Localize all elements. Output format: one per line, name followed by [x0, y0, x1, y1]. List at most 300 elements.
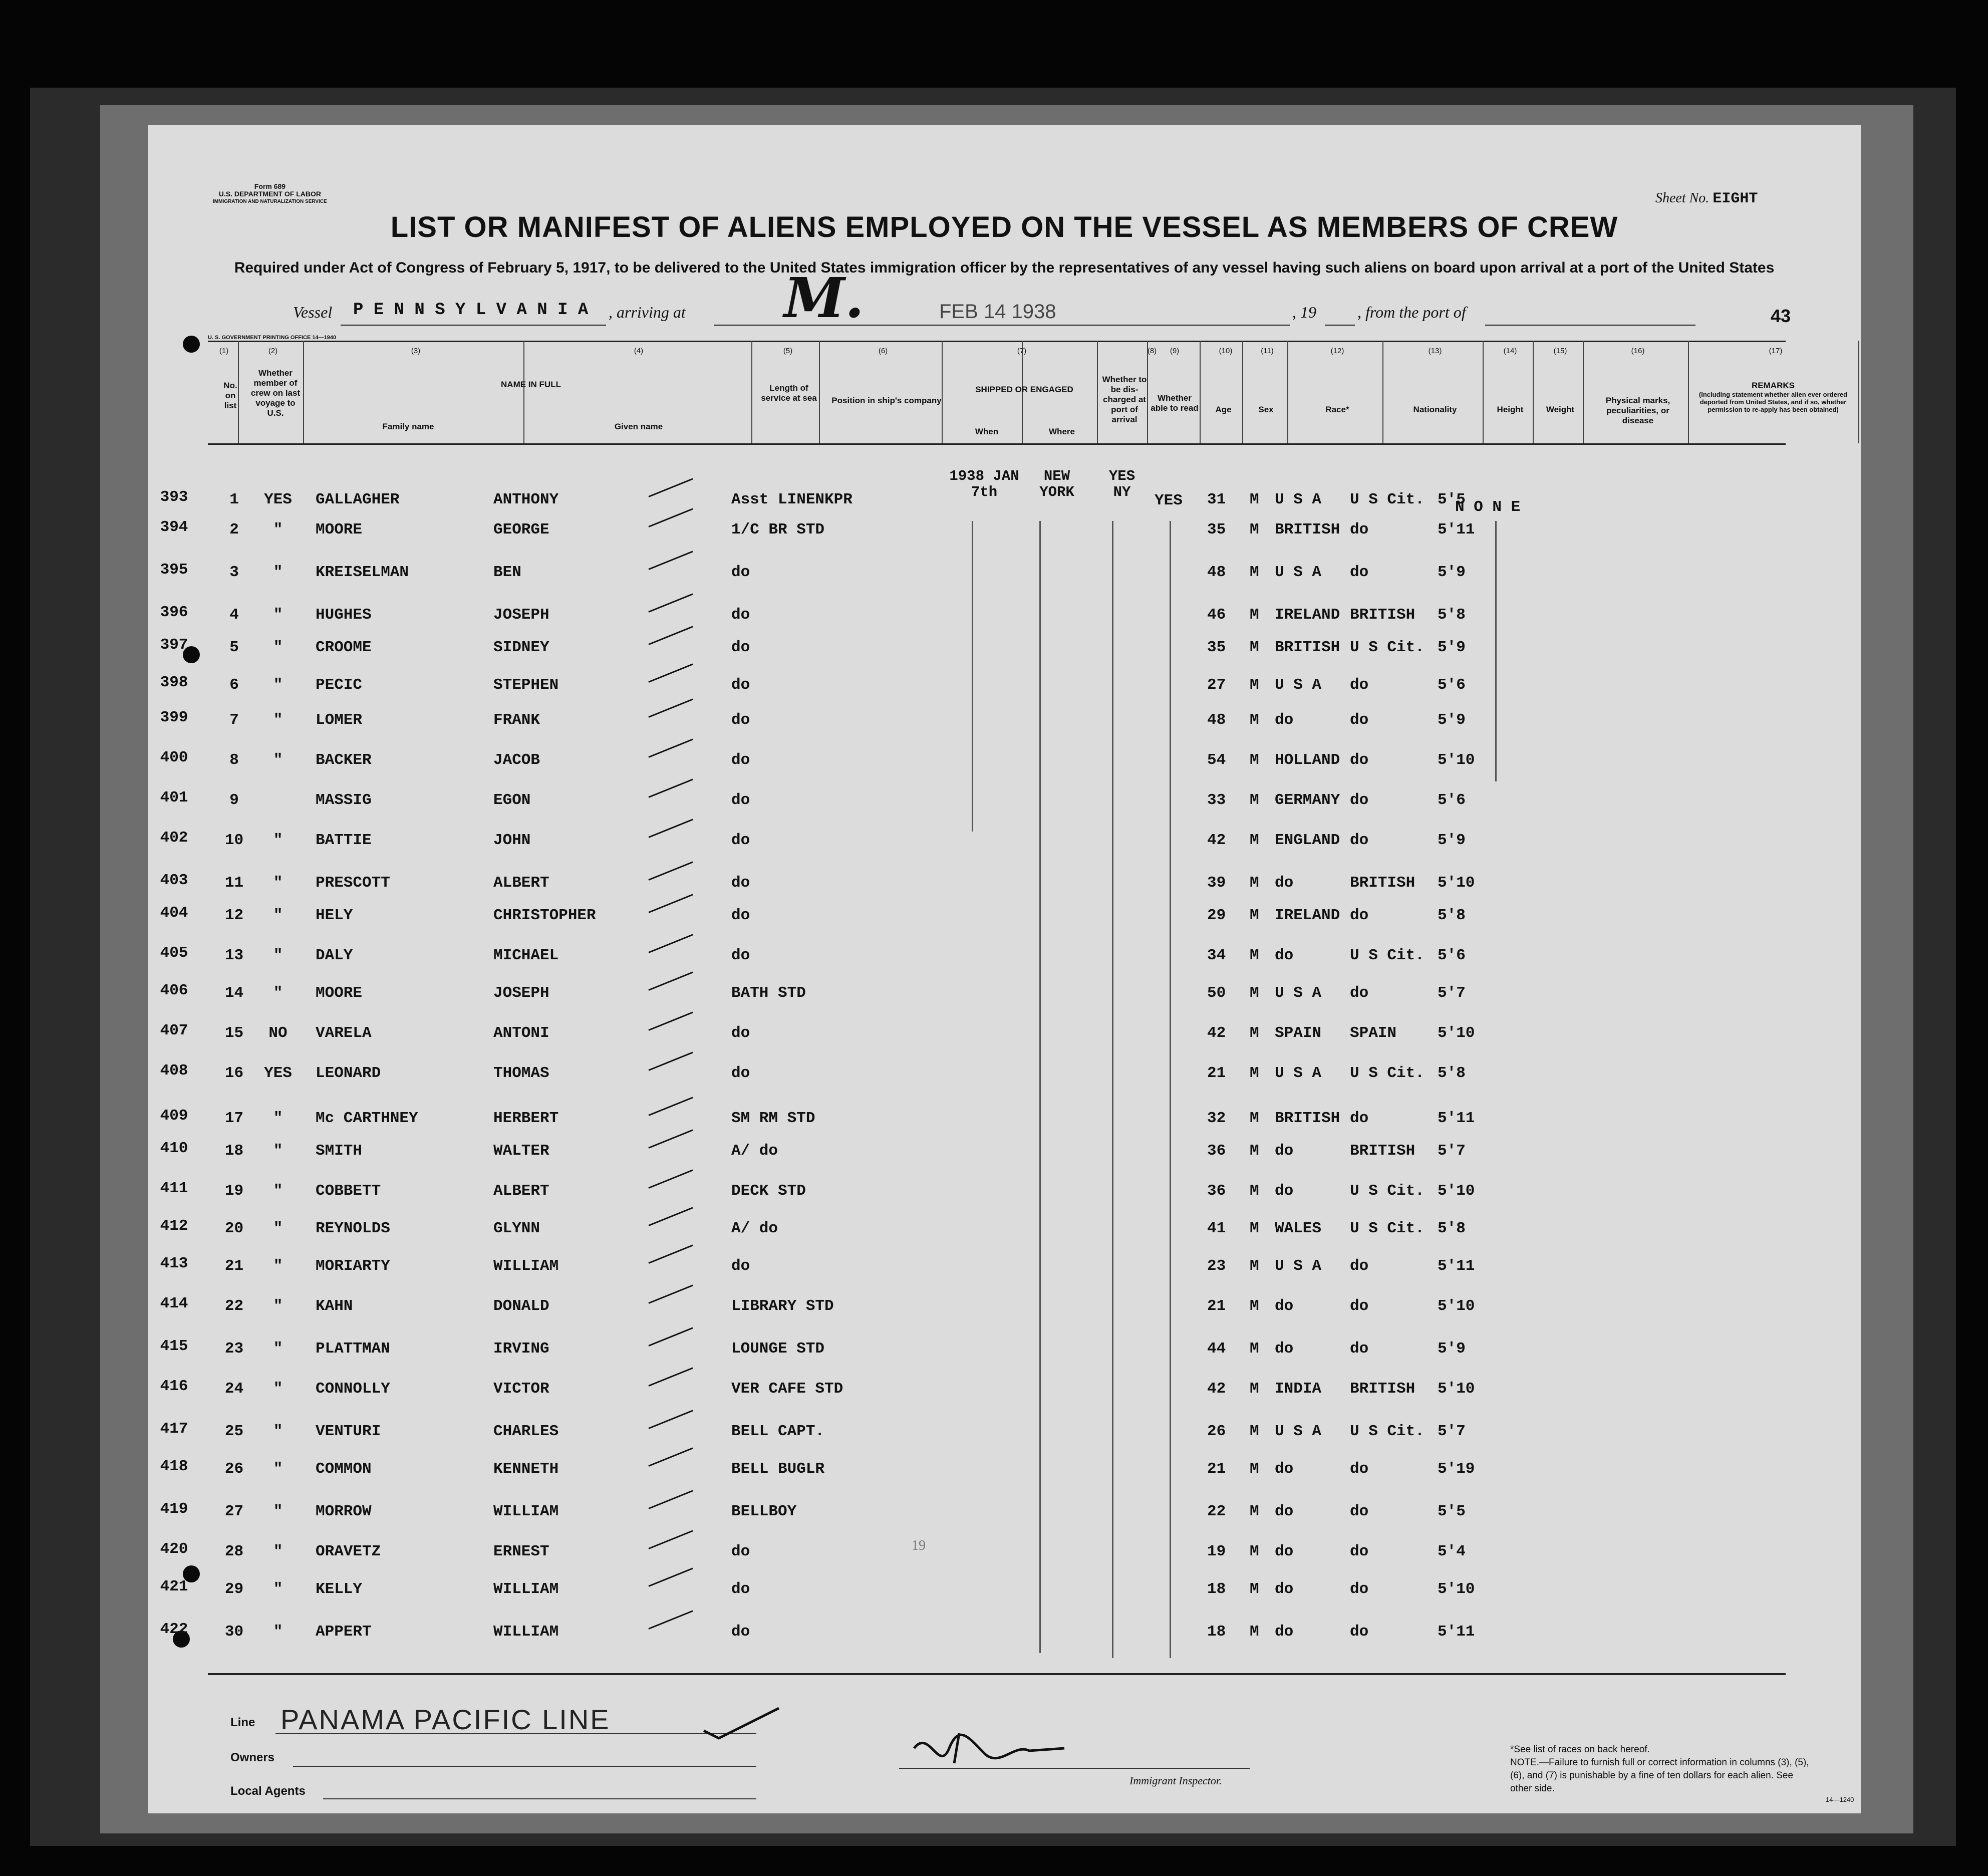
check-tick [648, 508, 693, 527]
row-member-last-voyage: " [273, 984, 283, 1002]
header-shipped: SHIPPED OR ENGAGED [975, 385, 1073, 394]
column-number: (13) [1428, 347, 1442, 355]
row-number: 9 [229, 791, 239, 809]
row-family-name: VENTURI [316, 1423, 381, 1440]
row-member-last-voyage: YES [264, 491, 292, 508]
header-name-in-full: NAME IN FULL [501, 380, 561, 389]
row-age: 50 [1207, 984, 1226, 1002]
row-member-last-voyage: " [273, 1503, 283, 1520]
row-height: 5'10 [1438, 874, 1475, 892]
row-nationality: U S Cit. [1350, 1220, 1425, 1237]
row-sex: M [1250, 491, 1259, 508]
column-divider [523, 341, 524, 443]
row-serial: 395 [160, 561, 188, 579]
header-where: Where [1049, 427, 1075, 436]
ditto-line [972, 521, 973, 832]
row-given-name: CHRISTOPHER [493, 907, 596, 924]
row-family-name: MOORE [316, 984, 363, 1002]
row-given-name: ERNEST [493, 1543, 549, 1560]
row-nationality: BRITISH [1350, 606, 1415, 624]
row-member-last-voyage: " [273, 639, 283, 656]
row-position: A/ do [731, 1142, 778, 1160]
header-family-name: Family name [382, 422, 434, 431]
row-member-last-voyage: " [273, 606, 283, 624]
row-number: 2 [229, 521, 239, 539]
column-number: (5) [783, 347, 793, 355]
row-position: do [731, 947, 750, 964]
check-mark [699, 1701, 789, 1746]
row-age: 48 [1207, 564, 1226, 581]
row-given-name: ANTHONY [493, 491, 559, 508]
row-family-name: SMITH [316, 1142, 363, 1160]
row-race: SPAIN [1275, 1024, 1322, 1042]
row-family-name: LOMER [316, 711, 363, 729]
row-sex: M [1250, 711, 1259, 729]
row-member-last-voyage: NO [268, 1024, 288, 1042]
row-position: BELLBOY [731, 1503, 797, 1520]
row-number: 19 [224, 1182, 244, 1200]
row-sex: M [1250, 1340, 1259, 1358]
row-family-name: Mc CARTHNEY [316, 1110, 418, 1127]
check-tick [648, 972, 693, 991]
column-number: (15) [1553, 347, 1567, 355]
row-given-name: ALBERT [493, 874, 549, 892]
agents-rule [323, 1798, 756, 1799]
header-nationality: Nationality [1413, 405, 1457, 414]
row-family-name: PLATTMAN [316, 1340, 390, 1358]
inspector-label: Immigrant Inspector. [1129, 1774, 1222, 1787]
row-position: do [731, 676, 750, 694]
row-age: 21 [1207, 1297, 1226, 1315]
sheet-number [1655, 190, 1758, 207]
row-family-name: COBBETT [316, 1182, 381, 1200]
row-nationality: U S Cit. [1350, 639, 1425, 656]
row-height: 5'8 [1438, 606, 1466, 624]
header-when: When [975, 427, 999, 436]
row-nationality: U S Cit. [1350, 947, 1425, 964]
row-nationality: BRITISH [1350, 1142, 1415, 1160]
row-given-name: GEORGE [493, 521, 549, 539]
row-age: 33 [1207, 791, 1226, 809]
row-age: 32 [1207, 1110, 1226, 1127]
column-divider [1382, 341, 1383, 443]
row-position: LIBRARY STD [731, 1297, 834, 1315]
row-sex: M [1250, 791, 1259, 809]
vessel-value: P E N N S Y L V A N I A [353, 301, 589, 320]
row-height: 5'7 [1438, 984, 1466, 1002]
row-given-name: WILLIAM [493, 1503, 559, 1520]
row-given-name: WILLIAM [493, 1257, 559, 1275]
column-divider [303, 341, 304, 443]
row-race: do [1275, 1340, 1294, 1358]
row-age: 41 [1207, 1220, 1226, 1237]
manifest-sheet [148, 125, 1861, 1813]
column-number: (10) [1219, 347, 1233, 355]
header-remarks [1690, 381, 1856, 413]
printing-office-line: U. S. GOVERNMENT PRINTING OFFICE 14—1940 [208, 335, 337, 341]
check-tick [648, 1097, 693, 1116]
row-number: 18 [224, 1142, 244, 1160]
column-divider [1858, 341, 1859, 443]
check-tick [648, 1130, 693, 1149]
row-number: 1 [229, 491, 239, 508]
row-position: do [731, 639, 750, 656]
row-serial: 406 [160, 982, 188, 999]
check-tick [648, 1530, 693, 1549]
date-stamp: FEB 14 1938 [939, 301, 1056, 323]
row-nationality: U S Cit. [1350, 1423, 1425, 1440]
row-race: WALES [1275, 1220, 1322, 1237]
check-tick [648, 664, 693, 683]
row-race: IRELAND [1275, 907, 1340, 924]
row-number: 23 [224, 1340, 244, 1358]
check-tick [648, 1410, 693, 1429]
row-serial: 394 [160, 518, 188, 536]
row-number: 20 [224, 1220, 244, 1237]
row-race: U S A [1275, 1064, 1322, 1082]
row-nationality: do [1350, 1340, 1369, 1358]
row-position: BELL BUGLR [731, 1460, 825, 1478]
row-given-name: WILLIAM [493, 1580, 559, 1598]
row-family-name: MASSIG [316, 791, 372, 809]
row-nationality: do [1350, 564, 1369, 581]
row-member-last-voyage: " [273, 907, 283, 924]
row-family-name: MORROW [316, 1503, 372, 1520]
row-family-name: LEONARD [316, 1064, 381, 1082]
row-serial: 403 [160, 872, 188, 889]
row-age: 39 [1207, 874, 1226, 892]
column-number: (17) [1769, 347, 1783, 355]
form-block [213, 183, 327, 205]
row-height: 5'10 [1438, 1024, 1475, 1042]
row-number: 26 [224, 1460, 244, 1478]
row-serial: 399 [160, 709, 188, 726]
row-sex: M [1250, 874, 1259, 892]
row-race: do [1275, 1460, 1294, 1478]
row-position: do [731, 1064, 750, 1082]
row-given-name: GLYNN [493, 1220, 540, 1237]
header-given-name: Given name [614, 422, 663, 431]
row-sex: M [1250, 1423, 1259, 1440]
row-sex: M [1250, 1064, 1259, 1082]
row-position: do [731, 1257, 750, 1275]
row-given-name: WILLIAM [493, 1623, 559, 1641]
row-age: 23 [1207, 1257, 1226, 1275]
column-number: (1) [219, 347, 229, 355]
row-race: do [1275, 1580, 1294, 1598]
row-race: ENGLAND [1275, 832, 1340, 849]
check-tick [648, 1490, 693, 1509]
department-name: U.S. DEPARTMENT OF LABOR [218, 190, 322, 198]
row-number: 3 [229, 564, 239, 581]
row-age: 21 [1207, 1460, 1226, 1478]
row-number: 5 [229, 639, 239, 656]
row-height: 5'8 [1438, 1064, 1466, 1082]
column-divider [942, 341, 943, 443]
service-name: IMMIGRATION AND NATURALIZATION SERVICE [213, 199, 327, 204]
row-given-name: ANTONI [493, 1024, 549, 1042]
row-race: do [1275, 947, 1294, 964]
row-given-name: SIDNEY [493, 639, 549, 656]
from-port-rule [1485, 325, 1695, 326]
column-divider [1200, 341, 1201, 443]
row-sex: M [1250, 1142, 1259, 1160]
first-row-discharged: YES NY [1108, 468, 1135, 500]
page-title: LIST OR MANIFEST OF ALIENS EMPLOYED ON THE VESSEL AS MEMBERS OF CREW [390, 211, 1618, 243]
row-number: 15 [224, 1024, 244, 1042]
header-no-on-list: No. on list [223, 381, 237, 410]
row-serial: 419 [160, 1500, 188, 1518]
row-family-name: CONNOLLY [316, 1380, 390, 1398]
row-age: 42 [1207, 832, 1226, 849]
column-divider [1242, 341, 1243, 443]
row-number: 14 [224, 984, 244, 1002]
row-family-name: COMMON [316, 1460, 372, 1478]
year-rule [1325, 325, 1355, 326]
row-position: LOUNGE STD [731, 1340, 825, 1358]
row-member-last-voyage: " [273, 1257, 283, 1275]
row-number: 27 [224, 1503, 244, 1520]
row-sex: M [1250, 676, 1259, 694]
row-age: 26 [1207, 1423, 1226, 1440]
check-tick [648, 1052, 693, 1071]
column-divider [751, 341, 752, 443]
row-family-name: GALLAGHER [316, 491, 400, 508]
row-position: do [731, 907, 750, 924]
row-height: 5'10 [1438, 1297, 1475, 1315]
row-height: 5'9 [1438, 832, 1466, 849]
row-number: 25 [224, 1423, 244, 1440]
row-serial: 414 [160, 1295, 188, 1312]
row-member-last-voyage: " [273, 1110, 283, 1127]
row-nationality: do [1350, 1503, 1369, 1520]
row-number: 30 [224, 1623, 244, 1641]
row-nationality: do [1350, 1257, 1369, 1275]
row-sex: M [1250, 1580, 1259, 1598]
row-age: 18 [1207, 1623, 1226, 1641]
row-height: 5'10 [1438, 1182, 1475, 1200]
row-family-name: CROOME [316, 639, 372, 656]
row-family-name: HELY [316, 907, 353, 924]
row-family-name: MORIARTY [316, 1257, 390, 1275]
column-divider [819, 341, 820, 443]
row-given-name: WALTER [493, 1142, 549, 1160]
check-tick [648, 779, 693, 798]
row-race: U S A [1275, 984, 1322, 1002]
row-serial: 396 [160, 604, 188, 621]
row-sex: M [1250, 1220, 1259, 1237]
row-family-name: VARELA [316, 1024, 372, 1042]
row-height: 5'9 [1438, 711, 1466, 729]
column-number: (4) [634, 347, 644, 355]
row-age: 46 [1207, 606, 1226, 624]
sheet-value: EIGHT [1713, 190, 1758, 207]
first-row-physical: N O N E [1455, 498, 1521, 516]
check-tick [648, 1448, 693, 1467]
header-position: Position in ship's company [831, 396, 942, 405]
row-position: do [731, 791, 750, 809]
row-sex: M [1250, 1024, 1259, 1042]
row-position: do [731, 751, 750, 769]
row-nationality: U S Cit. [1350, 491, 1425, 508]
check-tick [648, 478, 693, 497]
row-number: 7 [229, 711, 239, 729]
row-number: 24 [224, 1380, 244, 1398]
races-note: *See list of races on back hereof. [1510, 1744, 1650, 1755]
check-tick [648, 819, 693, 838]
row-serial: 410 [160, 1140, 188, 1157]
row-age: 19 [1207, 1543, 1226, 1560]
row-nationality: do [1350, 791, 1369, 809]
row-nationality: BRITISH [1350, 1380, 1415, 1398]
row-nationality: do [1350, 1623, 1369, 1641]
row-position: do [731, 1543, 750, 1560]
margin-pencil-number: 19 [912, 1538, 926, 1553]
row-sex: M [1250, 947, 1259, 964]
check-tick [648, 626, 693, 645]
column-number: (12) [1330, 347, 1344, 355]
row-height: 5'7 [1438, 1423, 1466, 1440]
row-member-last-voyage: " [273, 1297, 283, 1315]
row-nationality: do [1350, 751, 1369, 769]
row-serial: 404 [160, 904, 188, 922]
row-number: 12 [224, 907, 244, 924]
row-sex: M [1250, 832, 1259, 849]
row-age: 29 [1207, 907, 1226, 924]
row-number: 16 [224, 1064, 244, 1082]
row-nationality: SPAIN [1350, 1024, 1397, 1042]
row-sex: M [1250, 1503, 1259, 1520]
row-family-name: DALY [316, 947, 353, 964]
row-serial: 400 [160, 749, 188, 766]
row-age: 21 [1207, 1064, 1226, 1082]
row-sex: M [1250, 1182, 1259, 1200]
row-height: 5'11 [1438, 1623, 1475, 1641]
row-sex: M [1250, 751, 1259, 769]
row-member-last-voyage: YES [264, 1064, 292, 1082]
arriving-label: , arriving at [609, 303, 686, 321]
row-given-name: HERBERT [493, 1110, 559, 1127]
row-member-last-voyage: " [273, 874, 283, 892]
row-sex: M [1250, 1460, 1259, 1478]
row-nationality: do [1350, 1297, 1369, 1315]
column-divider [1533, 341, 1534, 443]
row-given-name: THOMAS [493, 1064, 549, 1082]
row-nationality: do [1350, 1543, 1369, 1560]
row-height: 5'8 [1438, 1220, 1466, 1237]
row-given-name: STEPHEN [493, 676, 559, 694]
header-discharged: Whether to be dis-charged at port of arrival [1102, 375, 1147, 424]
first-row-where: NEW YORK [1039, 468, 1074, 500]
row-serial: 422 [160, 1621, 188, 1638]
check-tick [648, 894, 693, 913]
row-member-last-voyage: " [273, 711, 283, 729]
row-member-last-voyage: " [273, 521, 283, 539]
row-position: BATH STD [731, 984, 806, 1002]
column-number: (14) [1503, 347, 1517, 355]
column-number: (8) [1147, 347, 1157, 355]
row-age: 36 [1207, 1182, 1226, 1200]
row-number: 17 [224, 1110, 244, 1127]
row-height: 5'5 [1438, 491, 1466, 508]
check-tick [648, 1170, 693, 1189]
row-height: 5'6 [1438, 791, 1466, 809]
row-given-name: JOSEPH [493, 984, 549, 1002]
line-label: Line [230, 1716, 255, 1729]
row-position: do [731, 832, 750, 849]
inspector-signature [899, 1718, 1280, 1788]
row-member-last-voyage: " [273, 1623, 283, 1641]
row-age: 48 [1207, 711, 1226, 729]
row-age: 34 [1207, 947, 1226, 964]
row-serial: 407 [160, 1022, 188, 1039]
row-given-name: JOSEPH [493, 606, 549, 624]
row-number: 22 [224, 1297, 244, 1315]
row-position: BELL CAPT. [731, 1423, 825, 1440]
row-age: 42 [1207, 1024, 1226, 1042]
row-height: 5'6 [1438, 947, 1466, 964]
row-member-last-voyage: " [273, 676, 283, 694]
table-top-rule [208, 341, 1786, 342]
vessel-label: Vessel [293, 303, 333, 321]
row-race: GERMANY [1275, 791, 1340, 809]
row-serial: 398 [160, 674, 188, 691]
row-given-name: DONALD [493, 1297, 549, 1315]
column-divider [1583, 341, 1584, 443]
page-subtitle: Required under Act of Congress of February 5, 1917, to be delivered to the United States immigration officer by the representatives of any vessel having such aliens on board upon arrival at a port of the United States [234, 259, 1775, 276]
row-serial: 412 [160, 1217, 188, 1235]
row-given-name: IRVING [493, 1340, 549, 1358]
arriving-handwriting: M. [784, 265, 865, 330]
row-position: do [731, 606, 750, 624]
row-nationality: do [1350, 1580, 1369, 1598]
check-tick [648, 862, 693, 881]
check-tick [648, 551, 693, 570]
row-race: U S A [1275, 1257, 1322, 1275]
row-height: 5'10 [1438, 1380, 1475, 1398]
row-height: 5'11 [1438, 1110, 1475, 1127]
column-number: (2) [268, 347, 278, 355]
row-member-last-voyage: " [273, 751, 283, 769]
row-number: 21 [224, 1257, 244, 1275]
row-number: 29 [224, 1580, 244, 1598]
first-row-able-read: YES [1155, 492, 1183, 509]
row-serial: 413 [160, 1255, 188, 1272]
row-sex: M [1250, 1297, 1259, 1315]
row-position: A/ do [731, 1220, 778, 1237]
row-nationality: U S Cit. [1350, 1064, 1425, 1082]
row-given-name: JOHN [493, 832, 531, 849]
row-nationality: BRITISH [1350, 874, 1415, 892]
row-serial: 417 [160, 1420, 188, 1438]
row-serial: 409 [160, 1107, 188, 1125]
column-number: (3) [411, 347, 421, 355]
row-given-name: MICHAEL [493, 947, 559, 964]
row-race: do [1275, 1503, 1294, 1520]
header-race: Race* [1325, 405, 1349, 414]
agents-label: Local Agents [230, 1784, 306, 1798]
row-nationality: do [1350, 521, 1369, 539]
row-height: 5'19 [1438, 1460, 1475, 1478]
row-given-name: CHARLES [493, 1423, 559, 1440]
row-sex: M [1250, 1257, 1259, 1275]
row-serial: 415 [160, 1337, 188, 1355]
header-height: Height [1497, 405, 1524, 414]
row-family-name: KREISELMAN [316, 564, 409, 581]
row-height: 5'9 [1438, 1340, 1466, 1358]
row-age: 18 [1207, 1580, 1226, 1598]
row-nationality: do [1350, 984, 1369, 1002]
